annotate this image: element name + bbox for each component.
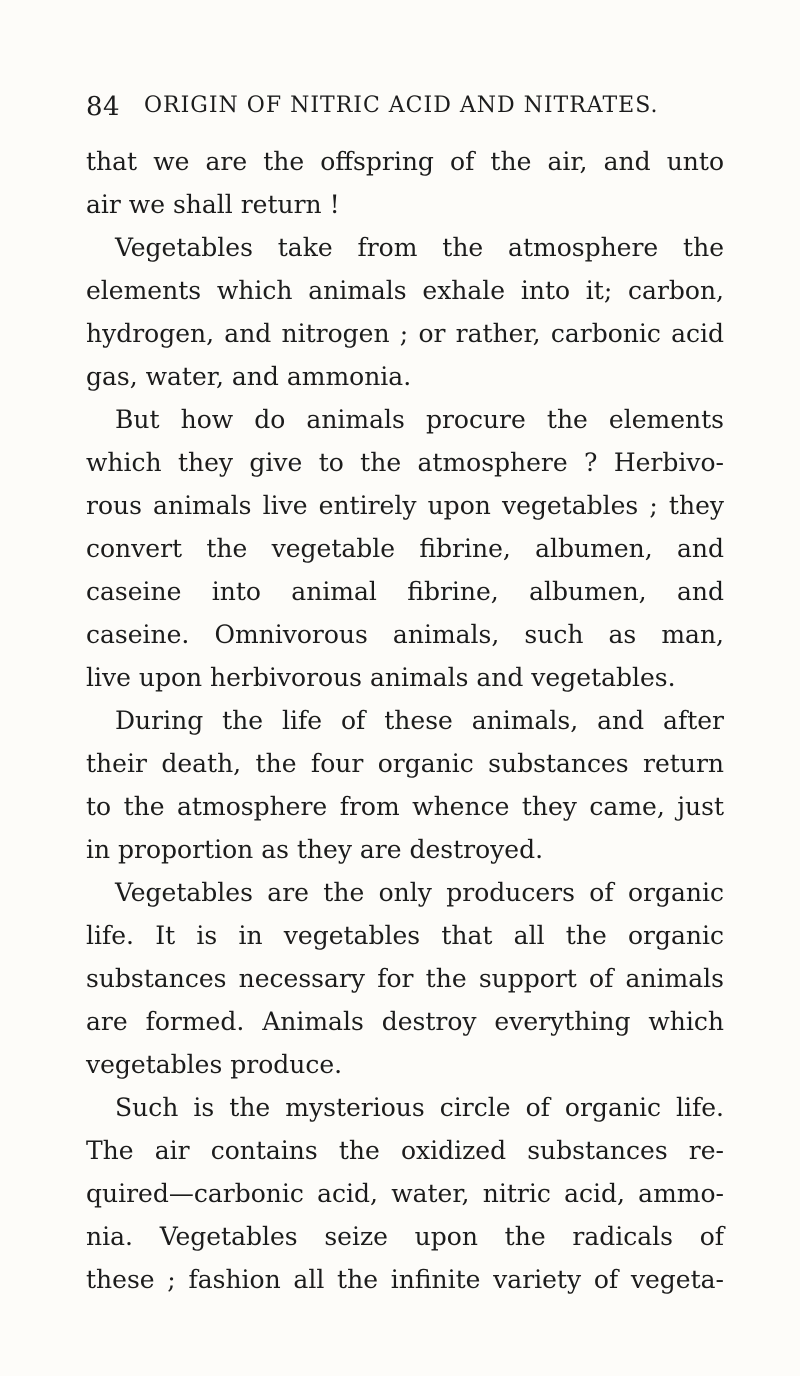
- text-line: that we are the offspring of the air, and unto: [86, 147, 724, 176]
- text-line: these ; fashion all the infinite variety of vegeta-: [86, 1265, 724, 1294]
- body-text: [86, 140, 724, 1301]
- text-line: nia. Vegetables seize upon the radicals of: [86, 1222, 724, 1251]
- text-line: convert the vegetable fibrine, albumen, and: [86, 534, 724, 563]
- text-line: live upon herbivorous animals and vegetables.: [86, 663, 676, 692]
- running-title: ORIGIN OF NITRIC ACID AND NITRATES.: [144, 93, 659, 118]
- page-header: [86, 92, 726, 132]
- text-line: Such is the mysterious circle of organic life.: [115, 1093, 724, 1122]
- text-line: caseine into animal fibrine, albumen, and: [86, 577, 724, 606]
- text-line: substances necessary for the support of animals: [86, 964, 724, 993]
- text-line: rous animals live entirely upon vegetables ; they: [86, 491, 724, 520]
- text-line: vegetables produce.: [86, 1050, 343, 1079]
- text-line: in proportion as they are destroyed.: [86, 835, 544, 864]
- text-line: air we shall return !: [86, 190, 340, 219]
- text-line: Vegetables take from the atmosphere the: [115, 233, 724, 262]
- text-line: gas, water, and ammonia.: [86, 362, 412, 391]
- text-line: elements which animals exhale into it; carbon,: [86, 276, 724, 305]
- text-line: Vegetables are the only producers of organic: [115, 878, 724, 907]
- page-number: 84: [86, 92, 121, 122]
- text-line: hydrogen, and nitrogen ; or rather, carbonic acid: [86, 319, 724, 348]
- text-line: The air contains the oxidized substances re-: [86, 1136, 724, 1165]
- text-line: caseine. Omnivorous animals, such as man,: [86, 620, 724, 649]
- text-line: During the life of these animals, and after: [115, 706, 724, 735]
- text-line: quired—carbonic acid, water, nitric acid, ammo-: [86, 1179, 724, 1208]
- text-line: But how do animals procure the elements: [115, 405, 724, 434]
- text-line: are formed. Animals destroy everything which: [86, 1007, 724, 1036]
- text-line: life. It is in vegetables that all the organic: [86, 921, 724, 950]
- text-line: to the atmosphere from whence they came, just: [86, 792, 724, 821]
- text-line: which they give to the atmosphere ? Herbivo-: [86, 448, 724, 477]
- text-line: their death, the four organic substances return: [86, 749, 724, 778]
